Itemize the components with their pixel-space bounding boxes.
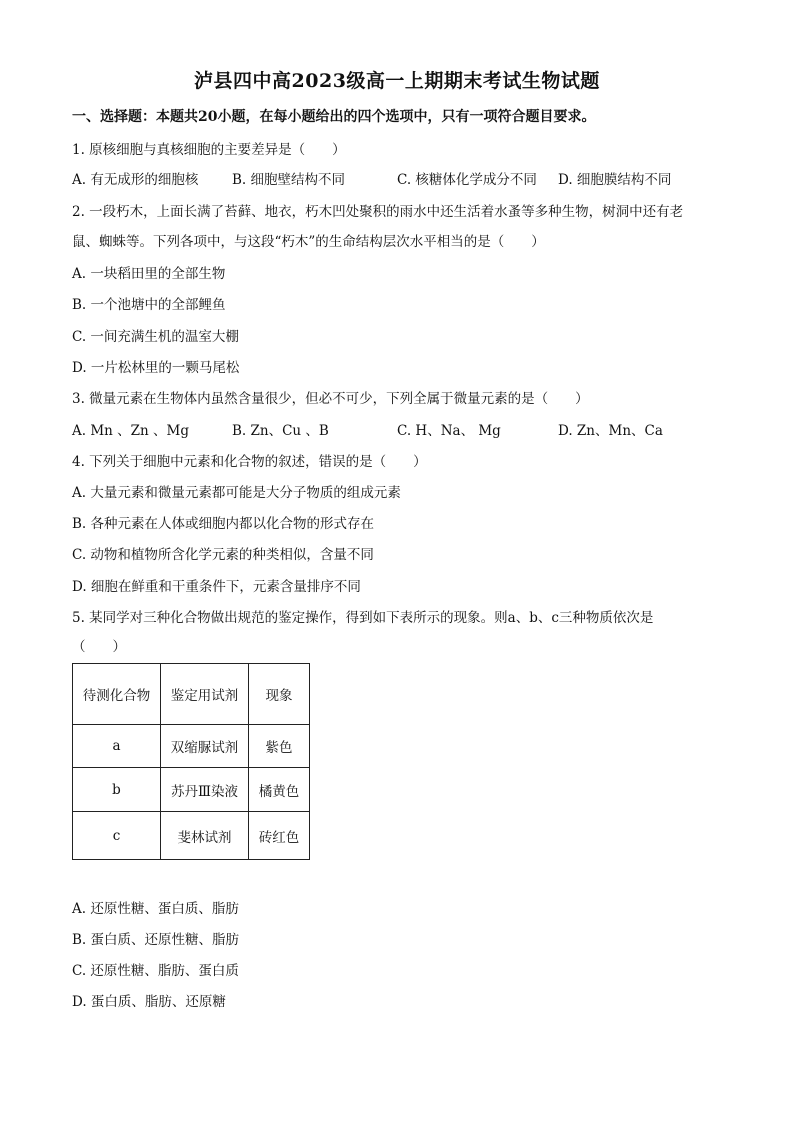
table-cell: 橘黄色	[249, 768, 310, 812]
section-heading: 一、选择题：本题共20小题，在每小题给出的四个选项中，只有一项符合题目要求。	[72, 109, 596, 125]
table-header: 鉴定用试剂	[161, 664, 249, 725]
q5-stem-line1: 5. 某同学对三种化合物做出规范的鉴定操作，得到如下表所示的现象。则a、b、c三种物质依次是	[72, 610, 654, 626]
q2-option-a[interactable]: A. 一块稻田里的全部生物	[72, 266, 226, 282]
q5-option-d[interactable]: D. 蛋白质、脂肪、还原糖	[72, 994, 226, 1010]
q4-option-a[interactable]: A. 大量元素和微量元素都可能是大分子物质的组成元素	[72, 485, 401, 501]
q1-stem: 1. 原核细胞与真核细胞的主要差异是（ ）	[72, 142, 346, 158]
table-header: 现象	[249, 664, 310, 725]
table-cell: 苏丹Ⅲ染液	[161, 768, 249, 812]
q5-option-c[interactable]: C. 还原性糖、脂肪、蛋白质	[72, 963, 239, 979]
q3-option-d[interactable]: D. Zn、Mn、Ca	[558, 423, 663, 439]
table-cell: 双缩脲试剂	[161, 725, 249, 768]
table-cell: b	[73, 768, 161, 812]
q1-option-a[interactable]: A. 有无成形的细胞核	[72, 172, 199, 188]
q1-option-b[interactable]: B. 细胞壁结构不同	[232, 172, 346, 188]
table-row	[73, 812, 310, 860]
reagent-table	[72, 663, 310, 860]
table-header-row	[73, 664, 310, 725]
table-cell: 斐林试剂	[161, 812, 249, 860]
q3-option-c[interactable]: C. H、Na、 Mg	[397, 423, 501, 439]
q5-stem-line2: （ ）	[72, 639, 126, 655]
q3-stem: 3. 微量元素在生物体内虽然含量很少，但必不可少，下列全属于微量元素的是（ ）	[72, 391, 589, 407]
q4-option-c[interactable]: C. 动物和植物所含化学元素的种类相似，含量不同	[72, 547, 374, 563]
q4-stem: 4. 下列关于细胞中元素和化合物的叙述，错误的是（ ）	[72, 454, 427, 470]
q2-stem-line2: 鼠、蜘蛛等。下列各项中，与这段“朽木”的生命结构层次水平相当的是（ ）	[72, 234, 545, 250]
q1-option-d[interactable]: D. 细胞膜结构不同	[558, 172, 672, 188]
table-header: 待测化合物	[73, 664, 161, 725]
table-cell: a	[73, 725, 161, 768]
q2-stem-line1: 2. 一段朽木，上面长满了苔藓、地衣，朽木凹处聚积的雨水中还生活着水蚤等多种生物，树洞中还有老	[72, 204, 684, 220]
q4-option-b[interactable]: B. 各种元素在人体或细胞内都以化合物的形式存在	[72, 516, 375, 532]
q2-option-b[interactable]: B. 一个池塘中的全部鲤鱼	[72, 297, 226, 313]
table-cell: 紫色	[249, 725, 310, 768]
q5-option-a[interactable]: A. 还原性糖、蛋白质、脂肪	[72, 901, 239, 917]
exam-title: 泸县四中高2023级高一上期期末考试生物试题	[194, 70, 600, 92]
q4-option-d[interactable]: D. 细胞在鲜重和干重条件下，元素含量排序不同	[72, 579, 361, 595]
table-cell: 砖红色	[249, 812, 310, 860]
q2-option-d[interactable]: D. 一片松林里的一颗马尾松	[72, 360, 240, 376]
q2-option-c[interactable]: C. 一间充满生机的温室大棚	[72, 329, 239, 345]
table-row	[73, 725, 310, 768]
table-cell: c	[73, 812, 161, 860]
q3-option-a[interactable]: A. Mn 、Zn 、Mg	[72, 423, 189, 439]
q5-option-b[interactable]: B. 蛋白质、还原性糖、脂肪	[72, 932, 240, 948]
q3-option-b[interactable]: B. Zn、Cu 、B	[232, 423, 329, 439]
q1-option-c[interactable]: C. 核糖体化学成分不同	[397, 172, 537, 188]
table-row	[73, 768, 310, 812]
